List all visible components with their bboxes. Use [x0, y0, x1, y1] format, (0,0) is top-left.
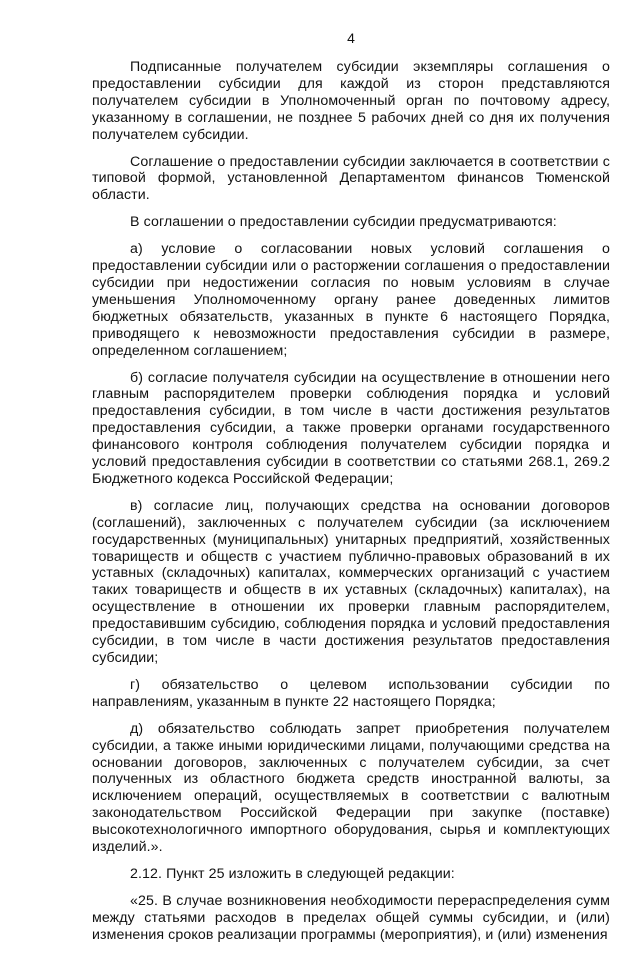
page-number: 4	[347, 30, 355, 46]
paragraph-standard-form: Соглашение о предоставлении субсидии заключается в соответствии с типовой формой, установленной Департаментом финансов Тюменской области.	[92, 153, 610, 204]
paragraph-item-b: б) согласие получателя субсидии на осуществление в отношении него главным распорядителем проверки соблюдения порядка и условий предоставления субсидии, в том числе в части достижения результатов предоставления субсидии, а также проверки органами государственного финансового контроля соблюдения получателем субсидии порядка и условий предоставления субсидии в соответствии со статьями 268.1, 269.2 Бюджетного кодекса Российской Федерации;	[92, 369, 610, 487]
paragraph-item-g: г) обязательство о целевом использовании субсидии по направлениям, указанным в пункте 22 настоящего Порядка;	[92, 676, 610, 710]
document-body	[92, 59, 610, 954]
paragraph-submission-of-agreement: Подписанные получателем субсидии экземпляры соглашения о предоставлении субсидии для каждой из сторон представляются получателем субсидии в Уполномоченный орган по почтовому адресу, указанному в соглашении, не позднее 5 рабочих дней со дня их получения получателем субсидии.	[92, 59, 610, 143]
paragraph-agreement-provisions: В соглашении о предоставлении субсидии предусматриваются:	[130, 214, 557, 231]
paragraph-item-v: в) согласие лиц, получающих средства на основании договоров (соглашений), заключенных с получателем субсидии (за исключением государственных (муниципальных) унитарных предприятий, хозяйственных товариществ и обществ с участием публично-правовых образований в их уставных (складочных) капиталах, коммерческих организаций с участием таких товариществ и обществ в их уставных (складочных) капиталах), на осуществление в отношении их проверки главным распорядителем, предоставившим субсидию, соблюдения порядка и условий предоставления субсидии, в том числе в части достижения результатов предоставления субсидии;	[92, 497, 610, 666]
paragraph-item-d: д) обязательство соблюдать запрет приобретения получателем субсидии, а также иными юридическими лицами, получающими средства на основании договоров, заключенных с получателем субсидии, за счет полученных из областного бюджета средств иностранной валюты, за исключением операций, осуществляемых в соответствии с валютным законодательством Российской Федерации при закупке (поставке) высокотехнологичного импортного оборудования, сырья и комплектующих изделий.».	[92, 720, 610, 856]
paragraph-item-a: а) условие о согласовании новых условий соглашения о предоставлении субсидии или о расторжении соглашения о предоставлении субсидии при недостижении согласия по новым условиям в случае уменьшения Уполномоченному органу ранее доведенных лимитов бюджетных обязательств, указанных в пункте 6 настоящего Порядка, приводящего к невозможности предоставления субсидии в размере, определенном соглашением;	[92, 241, 610, 359]
paragraph-point-25: «25. В случае возникновения необходимости перераспределения сумм между статьями расходов в пределах общей суммы субсидии, и (или) изменения сроков реализации программы (мероприятия), и (или) изменения	[92, 892, 610, 943]
paragraph-section-2-12: 2.12. Пункт 25 изложить в следующей редакции:	[130, 865, 455, 882]
